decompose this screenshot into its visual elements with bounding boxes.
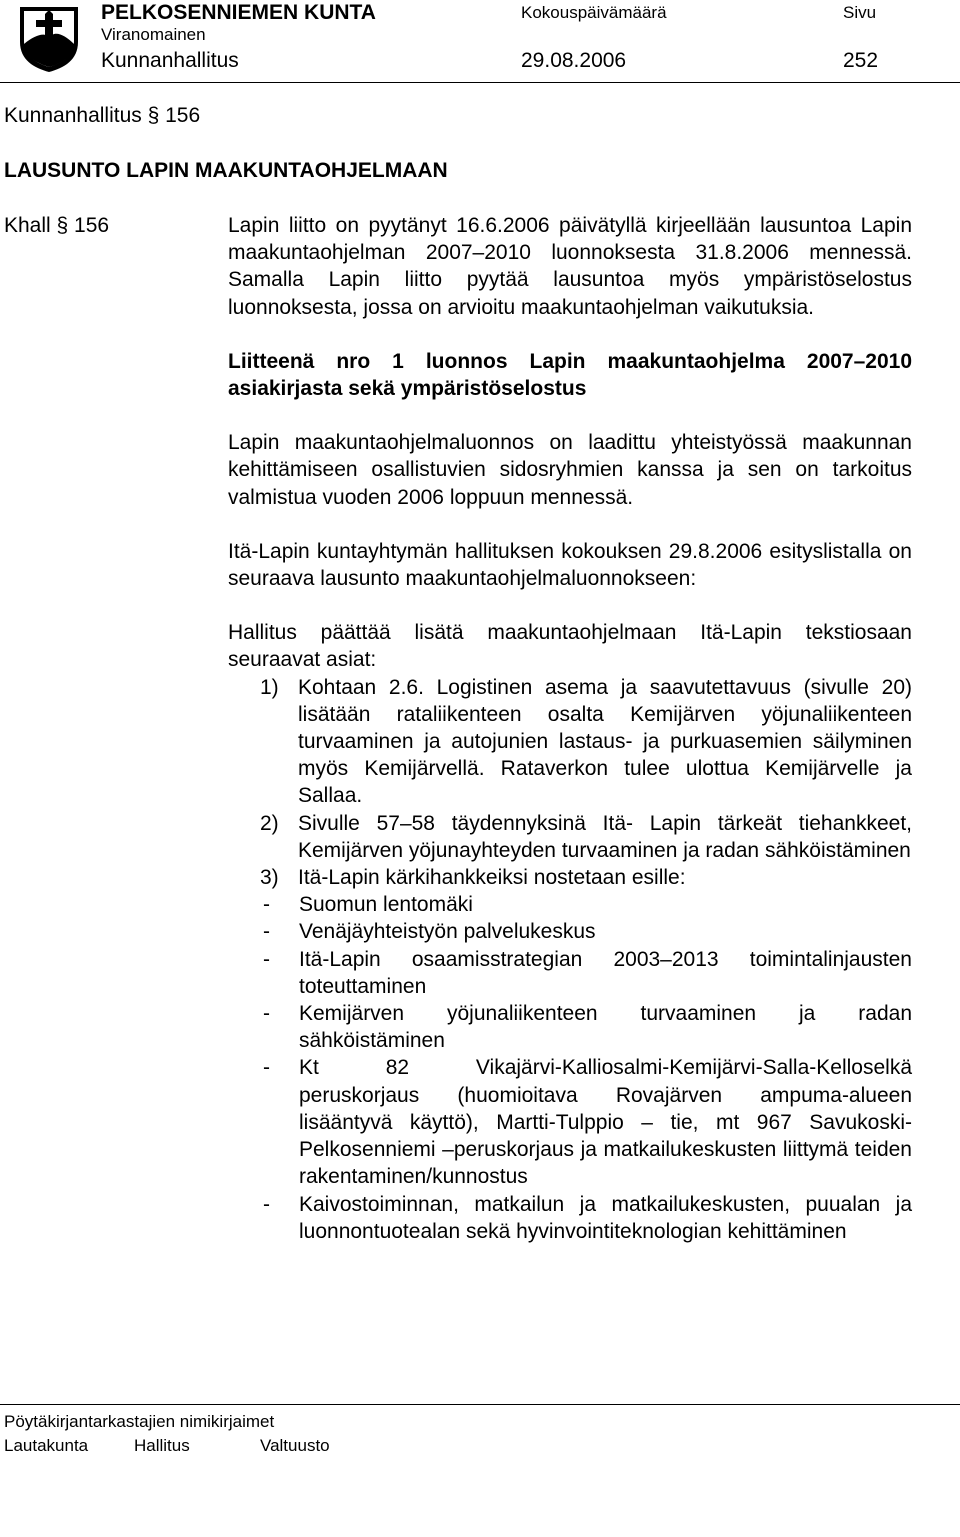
list-item xyxy=(228,864,912,1245)
list-number: 3) xyxy=(260,866,279,890)
sub-list-item xyxy=(228,1000,912,1054)
numbered-list xyxy=(228,674,912,1245)
intro-paragraph: Lapin liitto on pyytänyt 16.6.2006 päivätyllä kirjeellään lausuntoa Lapin maakuntaohjelman 2007–2010 luonnoksesta 31.8.2006 mennessä. Samalla Lapin liitto pyytää lausuntoa myös ympäristöselostus luonnoksesta, jossa on arvioitu maakuntaohjelman vaikutuksia. xyxy=(228,214,912,319)
sub-list xyxy=(228,891,912,1245)
sub-list-text: Kemijärven yöjunaliikenteen turvaaminen ja radan sähköistäminen xyxy=(299,1002,912,1053)
page-number: 252 xyxy=(843,49,879,72)
sub-list-dash: - xyxy=(263,1056,270,1080)
list-item-text: Itä-Lapin kärkihankkeiksi nostetaan esille: xyxy=(298,866,686,890)
footer-board-label: Lautakunta xyxy=(4,1436,89,1455)
section-reference: Kunnanhallitus § 156 xyxy=(4,104,201,127)
list-number: 1) xyxy=(260,675,279,699)
sub-list-dash: - xyxy=(263,893,270,917)
document-body xyxy=(228,212,912,1245)
sub-list-item xyxy=(228,946,912,1000)
sub-list-item xyxy=(228,1191,912,1245)
sub-list-text: Kaivostoiminnan, matkailun ja matkailukeskusten, puualan ja luonnontuotealan sekä hyvinvointiteknologian kehittäminen xyxy=(299,1192,912,1243)
sub-list-dash: - xyxy=(263,947,270,971)
page-title: LAUSUNTO LAPIN MAAKUNTAOHJELMAAN xyxy=(4,159,448,182)
list-item-text: Sivulle 57–58 täydennyksinä Itä- Lapin tärkeät tiehankkeet, Kemijärven yöjunayhteyden turvaaminen ja radan sähköistäminen xyxy=(298,811,912,862)
paragraph-2: Lapin maakuntaohjelmaluonnos on laadittu yhteistyössä maakunnan kehittämiseen osallistuvien sidosryhmien kanssa ja sen on tarkoitus valmistua vuoden 2006 loppuun mennessä. xyxy=(228,431,912,509)
footer-executive-label: Hallitus xyxy=(134,1436,190,1455)
sub-list-item xyxy=(228,918,912,945)
sub-list-text: Venäjäyhteistyön palvelukeskus xyxy=(299,920,596,944)
sub-list-dash: - xyxy=(263,920,270,944)
paragraph-4: Hallitus päättää lisätä maakuntaohjelmaan Itä-Lapin tekstiosaan seuraavat asiat: xyxy=(228,621,912,672)
authority-label: Viranomainen xyxy=(101,25,206,44)
page-label: Sivu xyxy=(843,3,877,22)
sub-list-dash: - xyxy=(263,1192,270,1216)
sub-list-dash: - xyxy=(263,1002,270,1026)
attachment-note: Liitteenä nro 1 luonnos Lapin maakuntaohjelma 2007–2010 asiakirjasta sekä ympäristöselostus xyxy=(228,349,912,401)
footer-divider xyxy=(0,1404,960,1405)
sub-list-text: Kt 82 Vikajärvi-Kalliosalmi-Kemijärvi-Salla-Kelloselkä peruskorjaus (huomioitava Rovajärven ampuma-alueen lisääntyvä käyttö), Martti-Tulppio – tie, mt 967 Savukoski-Pelkosenniemi –peruskorjaus ja matkailukeskusten liittymä teiden rakentaminen/kunnostus xyxy=(299,1056,912,1189)
sub-list-item xyxy=(228,891,912,918)
list-item xyxy=(228,674,912,810)
municipality-name: PELKOSENNIEMEN KUNTA xyxy=(101,1,376,24)
header-divider xyxy=(0,82,960,83)
meeting-date-label: Kokouspäivämäärä xyxy=(521,3,667,22)
sub-list-text: Suomun lentomäki xyxy=(299,893,473,917)
paragraph-3: Itä-Lapin kuntayhtymän hallituksen kokouksen 29.8.2006 esityslistalla on seuraava lausunto maakuntaohjelmaluonnokseen: xyxy=(228,539,912,591)
list-number: 2) xyxy=(260,811,279,835)
list-item xyxy=(228,810,912,864)
coat-of-arms-icon xyxy=(14,4,84,74)
meeting-date: 29.08.2006 xyxy=(521,49,627,72)
footer-initials-label: Pöytäkirjantarkastajien nimikirjaimet xyxy=(4,1412,275,1431)
sub-list-text: Itä-Lapin osaamisstrategian 2003–2013 toimintalinjausten toteuttaminen xyxy=(299,947,912,998)
list-item-text: Kohtaan 2.6. Logistinen asema ja saavutettavuus (sivulle 20) lisätään rataliikenteen osalta Kemijärven yöjunaliikenteen turvaaminen ja autojunien lastaus- ja purkuasemien säilyminen myös Kemijärvellä. Rataverkon tulee ulottua Kemijärvelle ja Sallaa. xyxy=(298,675,912,808)
footer-council-label: Valtuusto xyxy=(260,1436,330,1455)
sub-list-item xyxy=(228,1054,912,1190)
authority-name: Kunnanhallitus xyxy=(101,49,239,72)
khall-reference: Khall § 156 xyxy=(4,214,110,237)
